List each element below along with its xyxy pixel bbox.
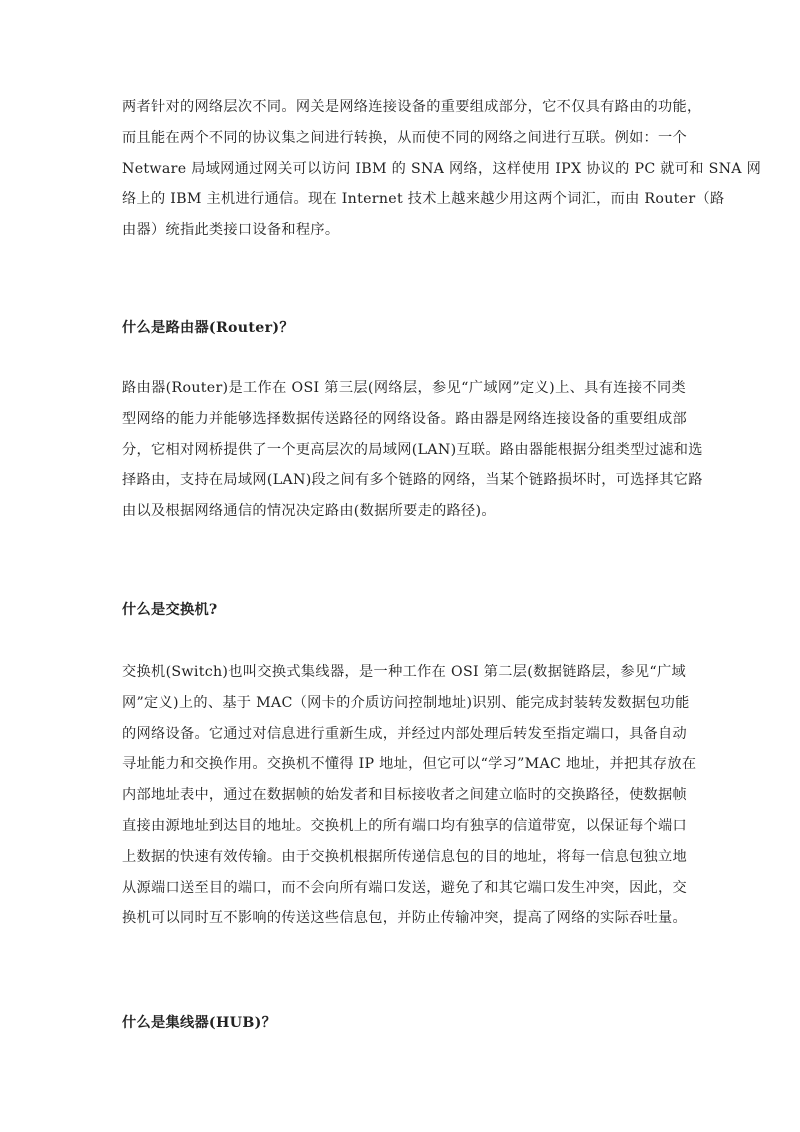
text-line: 网”定义)上的、基于 MAC（网卡的介质访问控制地址)识别、能完成封装转发数据包功能 bbox=[122, 694, 690, 711]
text-line: 换机可以同时互不影响的传送这些信息包，并防止传输冲突，提高了网络的实际吞吐量。 bbox=[122, 910, 688, 927]
text-line: 路由器(Router)是工作在 OSI 第三层(网络层，参见“广域网”定义)上、具有连接不同类 bbox=[122, 380, 686, 396]
text-line: 上数据的快速有效传输。由于交换机根据所传递信息包的目的地址，将每一信息包独立地 bbox=[122, 848, 688, 865]
text-line: 络上的 IBM 主机进行通信。现在 Internet 技术上越来越少用这两个词汇，而由 Router（路 bbox=[122, 191, 725, 208]
text-line: 寻址能力和交换作用。交换机不懂得 IP 地址，但它可以“学习”MAC 地址，并把其存放在 bbox=[122, 756, 697, 773]
text-line: 内部地址表中，通过在数据帧的始发者和目标接收者之间建立临时的交换路径，使数据帧 bbox=[122, 787, 688, 804]
text-line: 由以及根据网络通信的情况决定路由(数据所要走的路径)。 bbox=[122, 503, 496, 520]
text-line: 的网络设备。它通过对信息进行重新生成，并经过内部处理后转发至指定端口，具备自动 bbox=[122, 725, 688, 742]
text-line: 择路由，支持在局域网(LAN)段之间有多个链路的网络，当某个链路损坏时，可选择其它路 bbox=[122, 472, 703, 489]
router-paragraph bbox=[122, 373, 703, 527]
text-line: 由器）统指此类接口设备和程序。 bbox=[122, 222, 340, 239]
switch-paragraph bbox=[122, 657, 697, 934]
text-line: 型网络的能力并能够选择数据传送路径的网络设备。路由器是网络连接设备的重要组成部 bbox=[122, 410, 688, 427]
text-line: 两者针对的网络层次不同。网关是网络连接设备的重要组成部分，它不仅具有路由的功能， bbox=[122, 99, 702, 115]
text-line: 直接由源地址到达目的地址。交换机上的所有端口均有独享的信道带宽，以保证每个端口 bbox=[122, 817, 688, 834]
switch-heading: 什么是交换机? bbox=[122, 602, 218, 618]
text-line: 而且能在两个不同的协议集之间进行转换，从而使不同的网络之间进行互联。例如：一个 bbox=[122, 129, 688, 146]
text-line: 从源端口送至目的端口，而不会向所有端口发送，避免了和其它端口发生冲突，因此，交 bbox=[122, 879, 688, 896]
text-line: 分，它相对网桥提供了一个更高层次的局域网(LAN)互联。路由器能根据分组类型过滤和选 bbox=[122, 441, 703, 458]
text-line: 交换机(Switch)也叫交换式集线器，是一种工作在 OSI 第二层(数据链路层，参见“广域 bbox=[122, 664, 686, 680]
intro-paragraph bbox=[122, 92, 762, 246]
text-line: Netware 局域网通过网关可以访问 IBM 的 SNA 网络，这样使用 IPX 协议的 PC 就可和 SNA 网 bbox=[122, 160, 762, 177]
hub-heading: 什么是集线器(HUB)？ bbox=[122, 1015, 277, 1031]
router-heading: 什么是路由器(Router)？ bbox=[122, 320, 294, 336]
